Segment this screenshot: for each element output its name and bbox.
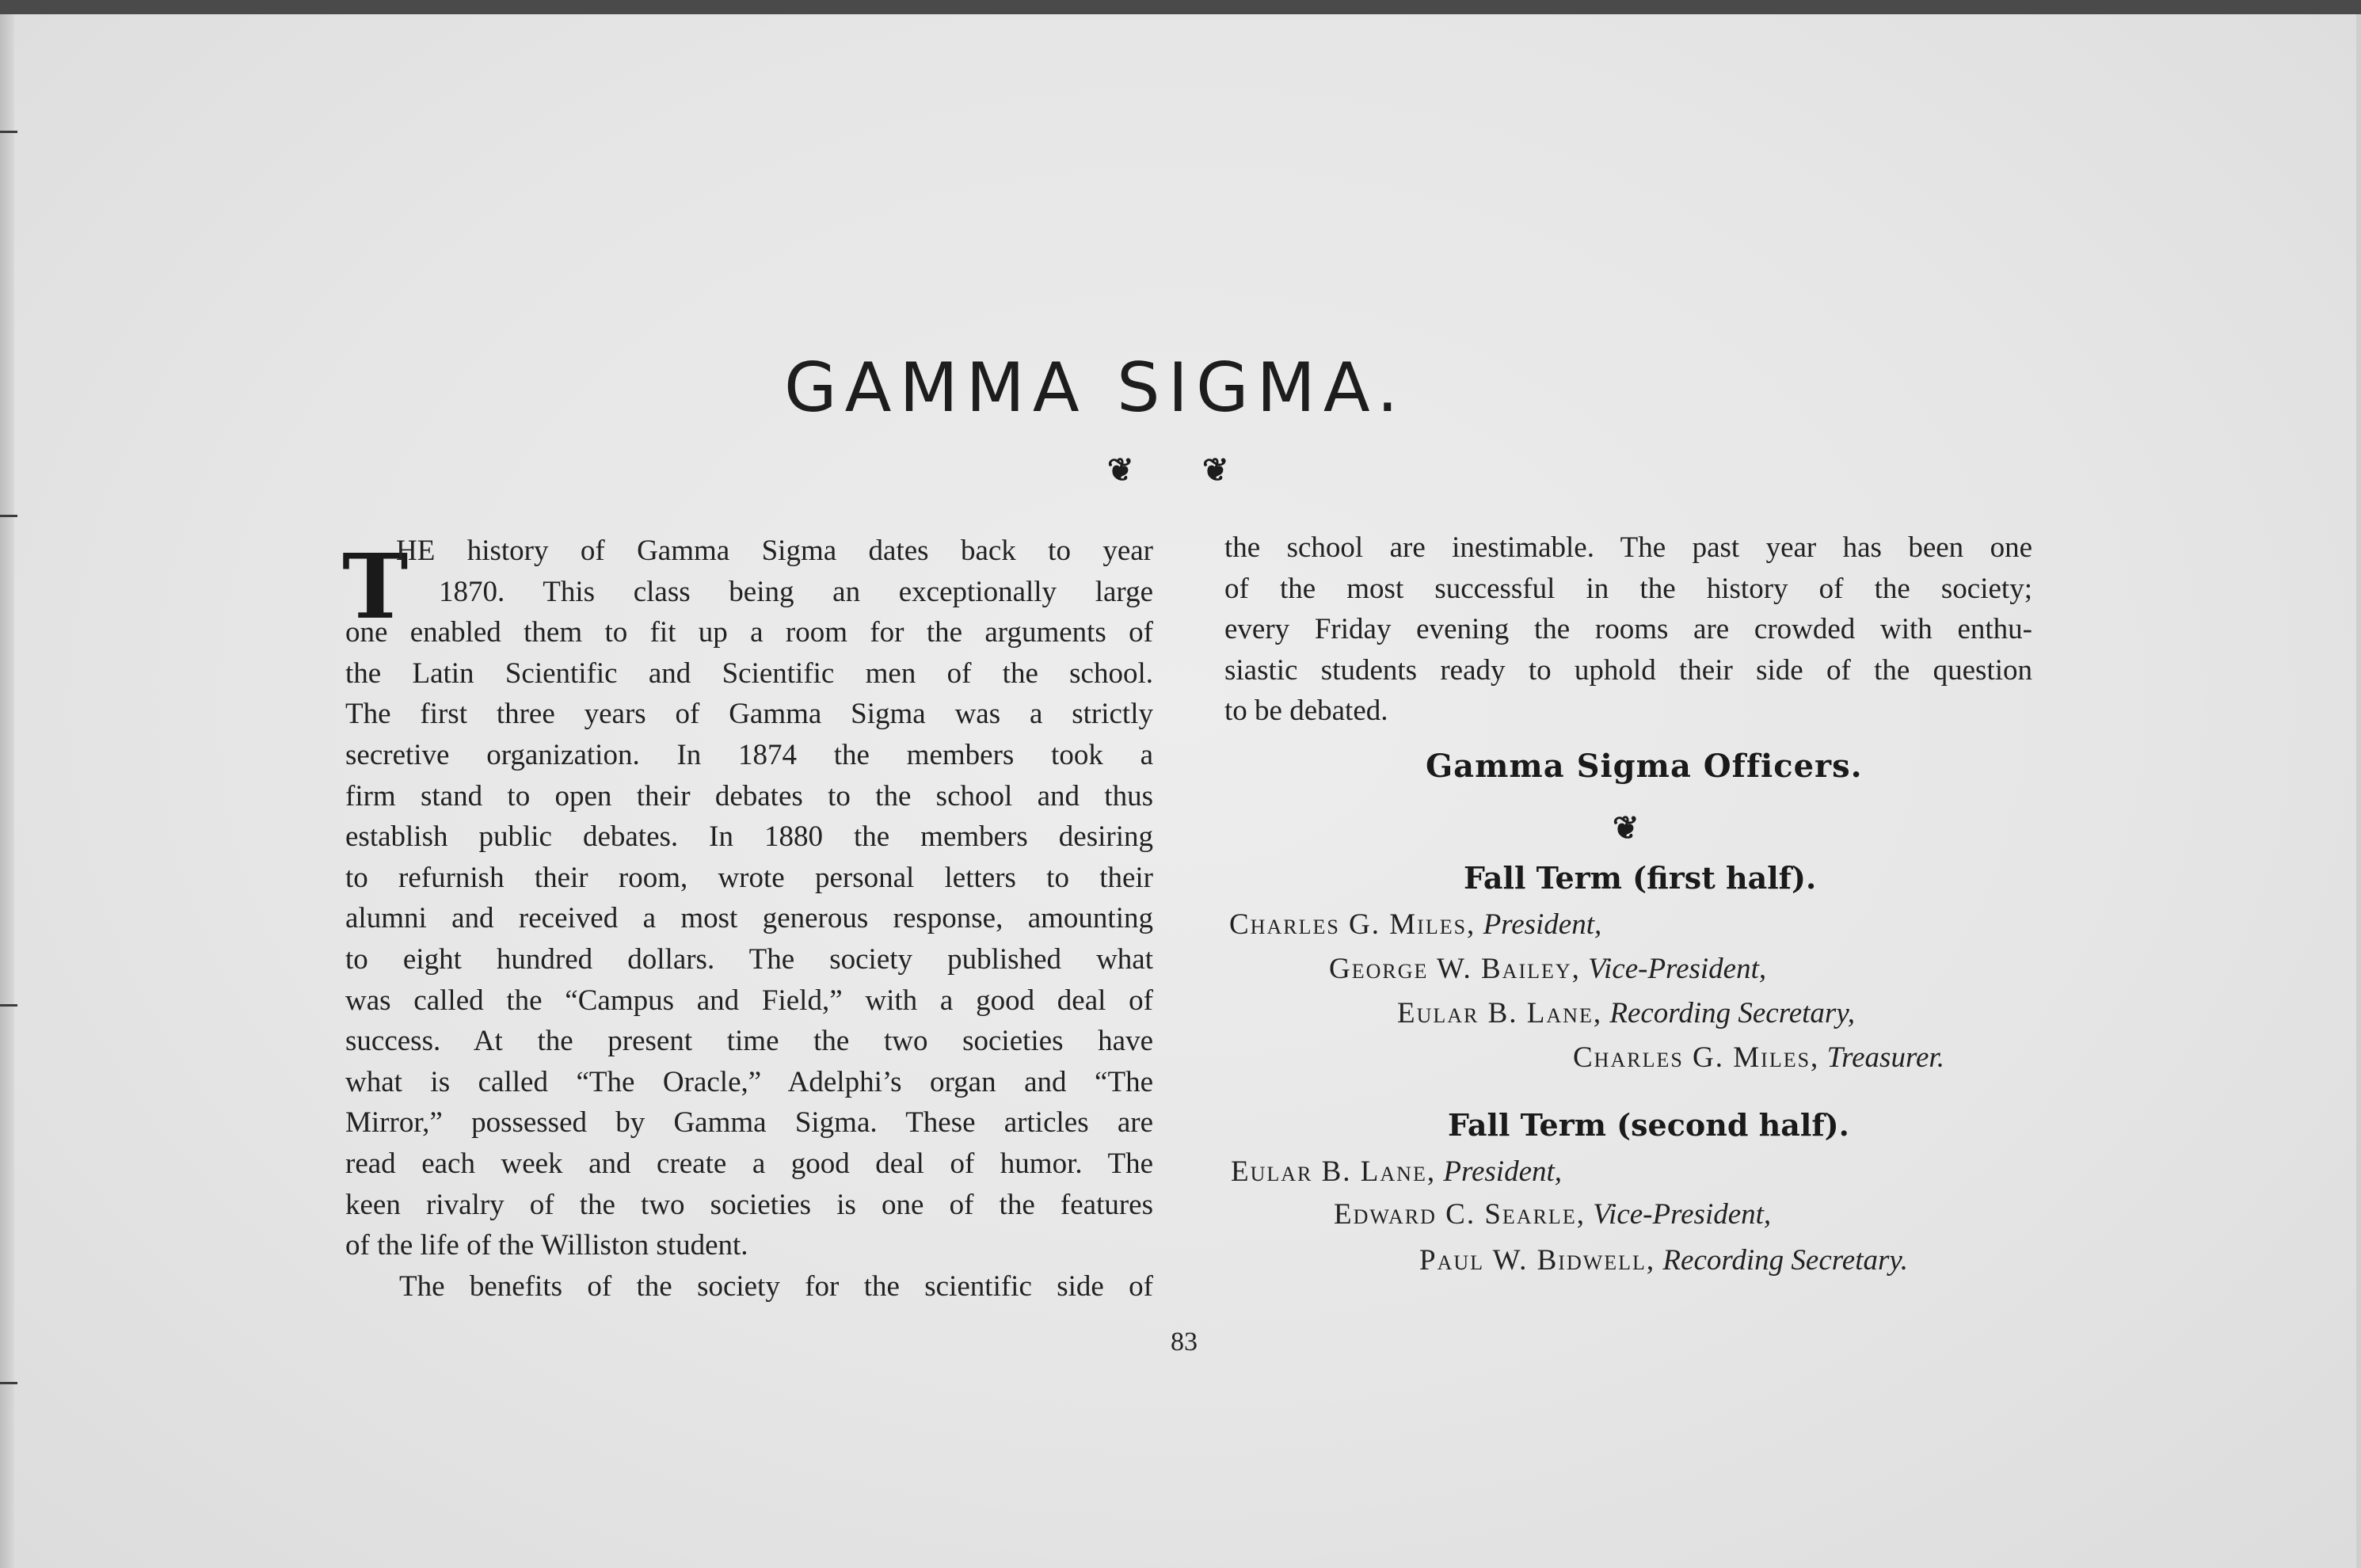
officer-entry <box>1231 1155 1562 1189</box>
officer-name: Eular B. Lane, <box>1397 997 1603 1029</box>
officer-name: Paul W. Bidwell, <box>1419 1244 1656 1277</box>
leaf-ornament-icon: ❦ <box>1613 809 1639 847</box>
text-line: The benefits of the society for the scientific side of <box>399 1269 1153 1303</box>
binding-mark <box>0 131 17 133</box>
officer-entry <box>1419 1243 1908 1277</box>
leaf-ornament-icon: ❦ <box>1107 451 1134 489</box>
benefits-column <box>1224 527 2032 732</box>
drop-cap: T <box>342 535 409 639</box>
text-line: HE history of Gamma Sigma dates back to year <box>396 535 1153 567</box>
text-line: of the most successful in the history of the society; <box>1224 572 2032 605</box>
officer-role: Recording Secretary, <box>1609 997 1855 1029</box>
page-title: GAMMA SIGMA. <box>784 348 1407 428</box>
text-line: Mirror,” possessed by Gamma Sigma. These articles are <box>345 1106 1153 1140</box>
binding-mark <box>0 1382 17 1384</box>
text-line: success. At the present time the two societies have <box>345 1025 1153 1058</box>
officer-name: Eular B. Lane, <box>1231 1155 1437 1188</box>
officer-role: Recording Secretary. <box>1662 1244 1909 1277</box>
text-line: alumni and received a most generous response, amounting <box>345 902 1153 935</box>
officer-role: Vice-President, <box>1593 1198 1772 1231</box>
text-line: the school are inestimable. The past year has been one <box>1224 531 2032 564</box>
text-line: the Latin Scientific and Scientific men of the school. <box>345 657 1153 690</box>
officer-entry <box>1229 908 1601 942</box>
text-line: siastic students ready to uphold their side of the question <box>1224 653 2032 687</box>
leaf-ornament-icon: ❦ <box>1202 451 1229 489</box>
fall-term-first-heading: Fall Term (first half). <box>1464 860 1817 896</box>
officer-entry <box>1573 1041 1944 1075</box>
text-line: 1870. This class being an exceptionally large <box>439 575 1153 608</box>
text-line: keen rivalry of the two societies is one of the features <box>345 1188 1153 1221</box>
officer-name: Charles G. Miles, <box>1229 908 1476 941</box>
text-line: to eight hundred dollars. The society published what <box>345 942 1153 976</box>
text-line: was called the “Campus and Field,” with a good deal of <box>345 984 1153 1017</box>
officer-entry <box>1334 1197 1771 1231</box>
text-line: every Friday evening the rooms are crowded with enthu- <box>1224 613 2032 646</box>
officer-name: Charles G. Miles, <box>1573 1041 1820 1074</box>
officer-name: Edward C. Searle, <box>1334 1198 1586 1231</box>
text-line: read each week and create a good deal of humor. The <box>345 1147 1153 1180</box>
text-line: secretive organization. In 1874 the members took a <box>345 738 1153 771</box>
officer-role: President, <box>1443 1155 1563 1188</box>
binding-mark <box>0 515 17 517</box>
scan-top-edge <box>0 0 2361 14</box>
history-column <box>345 531 1153 1307</box>
text-line: to be debated. <box>1224 695 1388 728</box>
officer-entry <box>1397 996 1855 1030</box>
page-right-edge <box>2356 14 2361 1568</box>
text-line: The first three years of Gamma Sigma was a strictly <box>345 698 1153 731</box>
officer-role: Treasurer. <box>1826 1041 1944 1074</box>
binding-mark <box>0 1004 17 1007</box>
fall-term-second-heading: Fall Term (second half). <box>1448 1107 1849 1143</box>
officer-role: Vice-President, <box>1588 953 1767 985</box>
text-line: what is called “The Oracle,” Adelphi’s organ and “The <box>345 1065 1153 1098</box>
text-line: of the life of the Williston student. <box>345 1229 748 1262</box>
officer-name: George W. Bailey, <box>1329 953 1581 985</box>
text-line: establish public debates. In 1880 the members desiring <box>345 820 1153 854</box>
text-line: one enabled them to fit up a room for the arguments of <box>345 616 1153 649</box>
page-number: 83 <box>1171 1327 1198 1357</box>
book-binding <box>0 14 14 1568</box>
officer-entry <box>1329 952 1766 986</box>
text-line: firm stand to open their debates to the school and thus <box>345 779 1153 813</box>
text-line: to refurnish their room, wrote personal letters to their <box>345 861 1153 894</box>
officer-role: President, <box>1483 908 1602 941</box>
officers-heading: Gamma Sigma Officers. <box>1426 748 1863 785</box>
